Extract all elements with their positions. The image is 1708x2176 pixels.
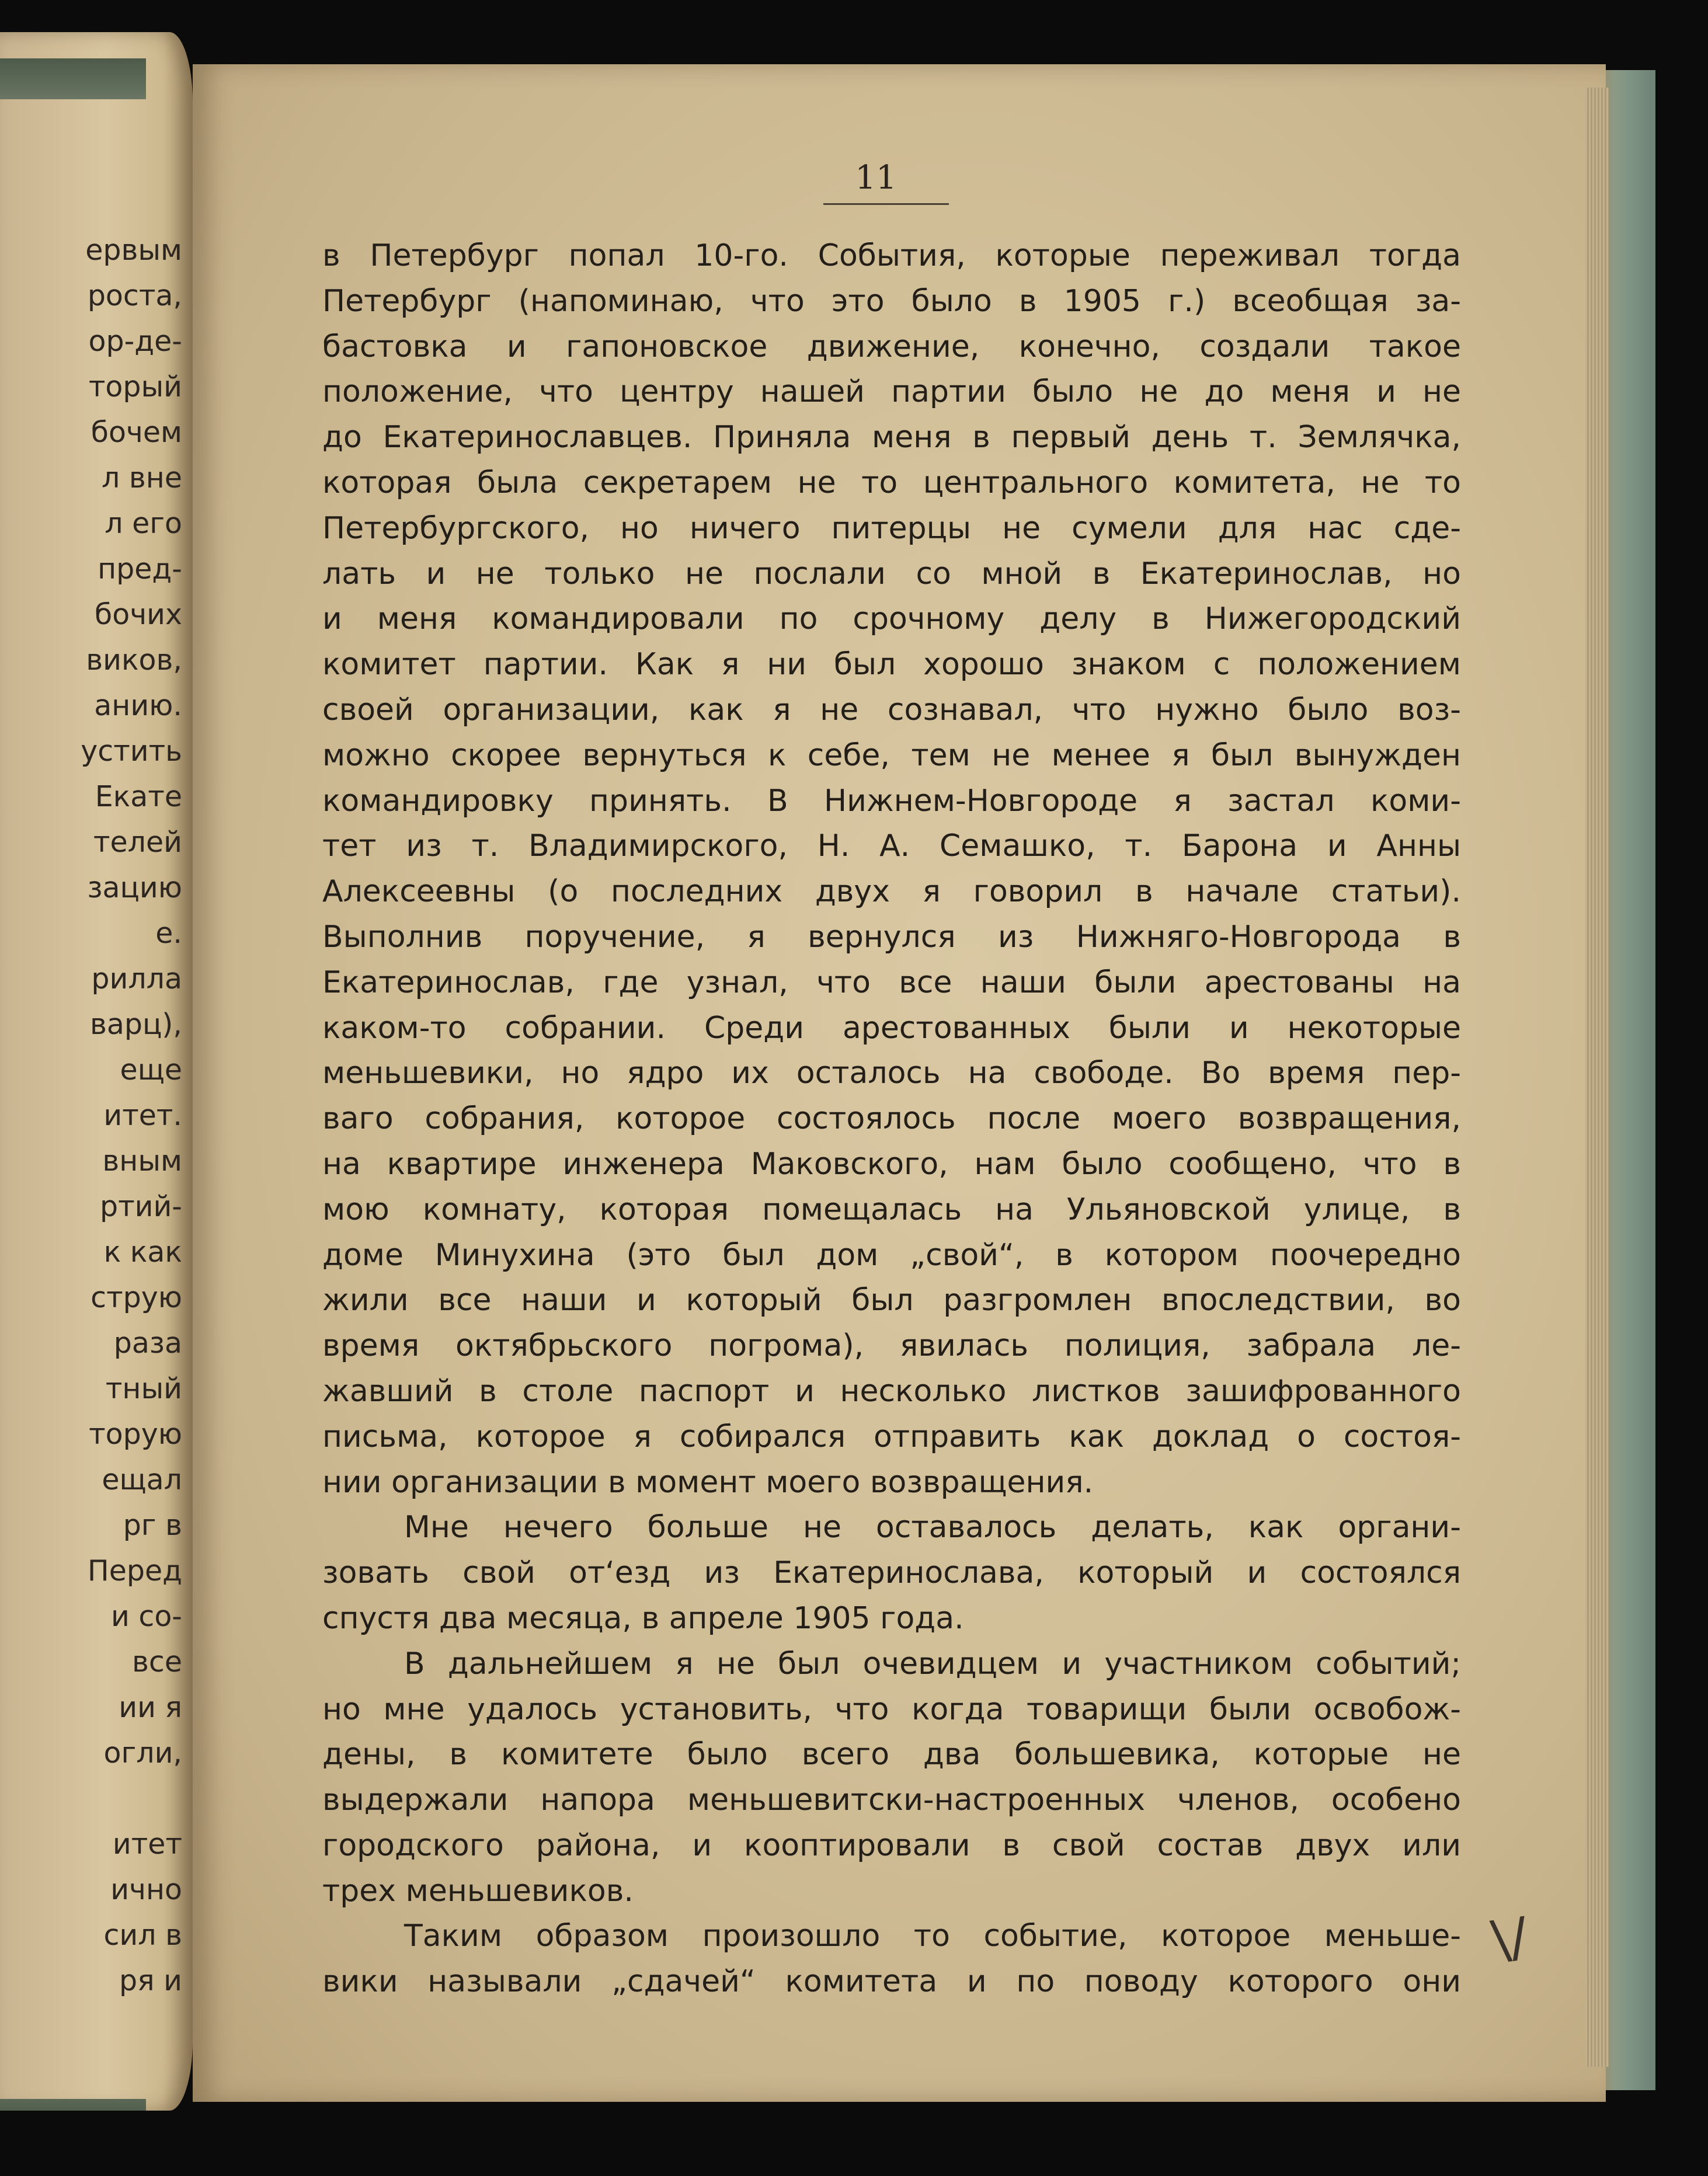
previous-page-line: раза bbox=[113, 1327, 182, 1360]
previous-page-line: л вне bbox=[102, 461, 182, 495]
text-line: командировку принять. В Нижнем-Новгороде я застал коми- bbox=[322, 783, 1461, 819]
page-number: 11 bbox=[855, 159, 897, 197]
text-line: мою комнату, которая помещалась на Ульяновской улице, в bbox=[322, 1192, 1461, 1227]
page-number-rule bbox=[823, 203, 949, 205]
previous-page-line: ии я bbox=[119, 1691, 182, 1724]
text-line: комитет партии. Как я ни был хорошо знаком с положением bbox=[322, 647, 1461, 683]
text-line: и меня командировали по срочному делу в Нижегородский bbox=[322, 601, 1461, 637]
text-line: Петербургского, но ничего питерцы не сумели для нас сде- bbox=[322, 510, 1461, 546]
text-line: лать и не только не послали со мной в Екатеринослав, но bbox=[322, 556, 1461, 591]
previous-page-line: сил в bbox=[103, 1919, 182, 1952]
text-line: но мне удалось установить, что когда товарищи были освобож- bbox=[322, 1691, 1461, 1727]
previous-page-line bbox=[0, 1776, 182, 1822]
text-line: жавший в столе паспорт и несколько листков зашифрованного bbox=[322, 1373, 1461, 1409]
previous-page-line: торый bbox=[88, 370, 182, 403]
previous-page-line: ор-де- bbox=[88, 325, 182, 358]
page-text bbox=[322, 234, 1461, 2005]
previous-page-line: бочих bbox=[95, 598, 182, 631]
previous-page-line: струю bbox=[91, 1281, 182, 1314]
text-line: тет из т. Владимирского, Н. А. Семашко, т. Барона и Анны bbox=[322, 828, 1461, 864]
text-line: которая была секретарем не то центрального комитета, не то bbox=[322, 465, 1461, 500]
previous-page-line: рг в bbox=[123, 1509, 182, 1542]
text-line: Мне нечего больше не оставалось делать, как органи- bbox=[404, 1510, 1461, 1545]
previous-page-line: зацию bbox=[87, 871, 182, 904]
previous-page-line: тный bbox=[105, 1372, 182, 1405]
text-line: городского района, и кооптировали в свой состав двух или bbox=[322, 1827, 1461, 1863]
text-line: нии организации в момент моего возвращения. bbox=[322, 1464, 1094, 1500]
previous-page-line: и со- bbox=[110, 1600, 182, 1633]
previous-page-line: виков, bbox=[86, 643, 182, 677]
previous-page-line: л его bbox=[105, 507, 182, 540]
text-line: трех меньшевиков. bbox=[322, 1873, 634, 1909]
text-line: В дальнейшем я не был очевидцем и участником событий; bbox=[404, 1646, 1461, 1681]
text-line: положение, что центру нашей партии было не до меня и не bbox=[322, 374, 1461, 410]
text-line: Выполнив поручение, я вернулся из Нижняго-Новгорода в bbox=[322, 919, 1461, 955]
text-line: дены, в комитете было всего два большевика, которые не bbox=[322, 1737, 1461, 1773]
text-line: Таким образом произошло то событие, которое меньше- bbox=[404, 1919, 1461, 1954]
text-line: зовать свой от‘езд из Екатеринослава, который и состоялся bbox=[322, 1555, 1461, 1591]
previous-page-line: ервым bbox=[85, 234, 182, 267]
previous-page-line: пред- bbox=[98, 552, 182, 586]
text-line: жили все наши и который был разгромлен впоследствии, во bbox=[322, 1283, 1461, 1318]
previous-page-line: бочем bbox=[91, 416, 182, 449]
text-line: в Петербург попал 10-го. События, которые переживал тогда bbox=[322, 238, 1461, 273]
text-line: Алексеевны (о последних двух я говорил в начале статьи). bbox=[322, 874, 1461, 910]
previous-page-line: роста, bbox=[87, 279, 182, 312]
text-line: доме Минухина (это был дом „свой“, в котором поочередно bbox=[322, 1237, 1461, 1273]
margin-check-mark: \/ bbox=[1487, 1906, 1532, 1972]
previous-page-line: ещал bbox=[102, 1463, 182, 1496]
text-line: до Екатеринославцев. Приняла меня в первый день т. Землячка, bbox=[322, 420, 1461, 455]
previous-page-line: вным bbox=[102, 1144, 182, 1178]
text-line: выдержали напора меньшевитски-настроенных членов, особено bbox=[322, 1782, 1461, 1818]
previous-page-line: телей bbox=[93, 826, 182, 859]
previous-page bbox=[0, 32, 193, 2111]
text-line: спустя два месяца, в апреле 1905 года. bbox=[322, 1600, 964, 1636]
previous-page-line: рилла bbox=[91, 962, 182, 995]
text-line: Екатеринослав, где узнал, что все наши были арестованы на bbox=[322, 965, 1461, 1000]
previous-page-line: е. bbox=[155, 917, 182, 950]
previous-page-line: все bbox=[132, 1645, 182, 1679]
page-stack-edge bbox=[1585, 88, 1609, 2067]
previous-page-line: Екате bbox=[95, 780, 182, 813]
text-line: меньшевики, но ядро их осталось на свободе. Во время пер- bbox=[322, 1056, 1461, 1091]
previous-page-line: еще bbox=[120, 1053, 182, 1087]
previous-page-line: анию. bbox=[94, 689, 182, 722]
previous-page-line: итет bbox=[112, 1827, 182, 1861]
previous-page-line: к как bbox=[103, 1235, 182, 1269]
text-line: вики называли „сдачей“ комитета и по поводу которого они bbox=[322, 1964, 1461, 2000]
previous-page-line: устить bbox=[81, 734, 182, 768]
text-line: ваго собрания, которое состоялось после моего возвращения, bbox=[322, 1101, 1461, 1137]
text-line: Петербург (напоминаю, что это было в 1905 г.) всеобщая за- bbox=[322, 283, 1461, 319]
text-line: письма, которое я собирался отправить как доклад о состоя- bbox=[322, 1419, 1461, 1454]
text-line: время октябрьского погрома), явилась полиция, забрала ле- bbox=[322, 1328, 1461, 1364]
previous-page-line: ртий- bbox=[99, 1190, 182, 1223]
previous-page-line: итет. bbox=[103, 1099, 182, 1132]
previous-page-text bbox=[0, 228, 182, 2004]
previous-page-line: огли, bbox=[103, 1736, 182, 1770]
previous-page-line: ря и bbox=[119, 1964, 182, 1997]
previous-page-line: варц), bbox=[89, 1008, 182, 1041]
book-cover-strip-top bbox=[0, 58, 146, 99]
text-line: можно скорее вернуться к себе, тем не менее я был вынужден bbox=[322, 737, 1461, 773]
previous-page-line: ично bbox=[110, 1873, 182, 1906]
text-line: бастовка и гапоновское движение, конечно, создали такое bbox=[322, 329, 1461, 364]
text-line: своей организации, как я не сознавал, что нужно было воз- bbox=[322, 692, 1461, 727]
previous-page-line: Перед bbox=[87, 1554, 182, 1587]
text-line: на квартире инженера Маковского, нам было сообщено, что в bbox=[322, 1146, 1461, 1182]
previous-page-line: торую bbox=[89, 1418, 182, 1451]
text-line: каком-то собрании. Среди арестованных были и некоторые bbox=[322, 1010, 1461, 1046]
book-cover-strip-bottom bbox=[0, 2099, 146, 2111]
